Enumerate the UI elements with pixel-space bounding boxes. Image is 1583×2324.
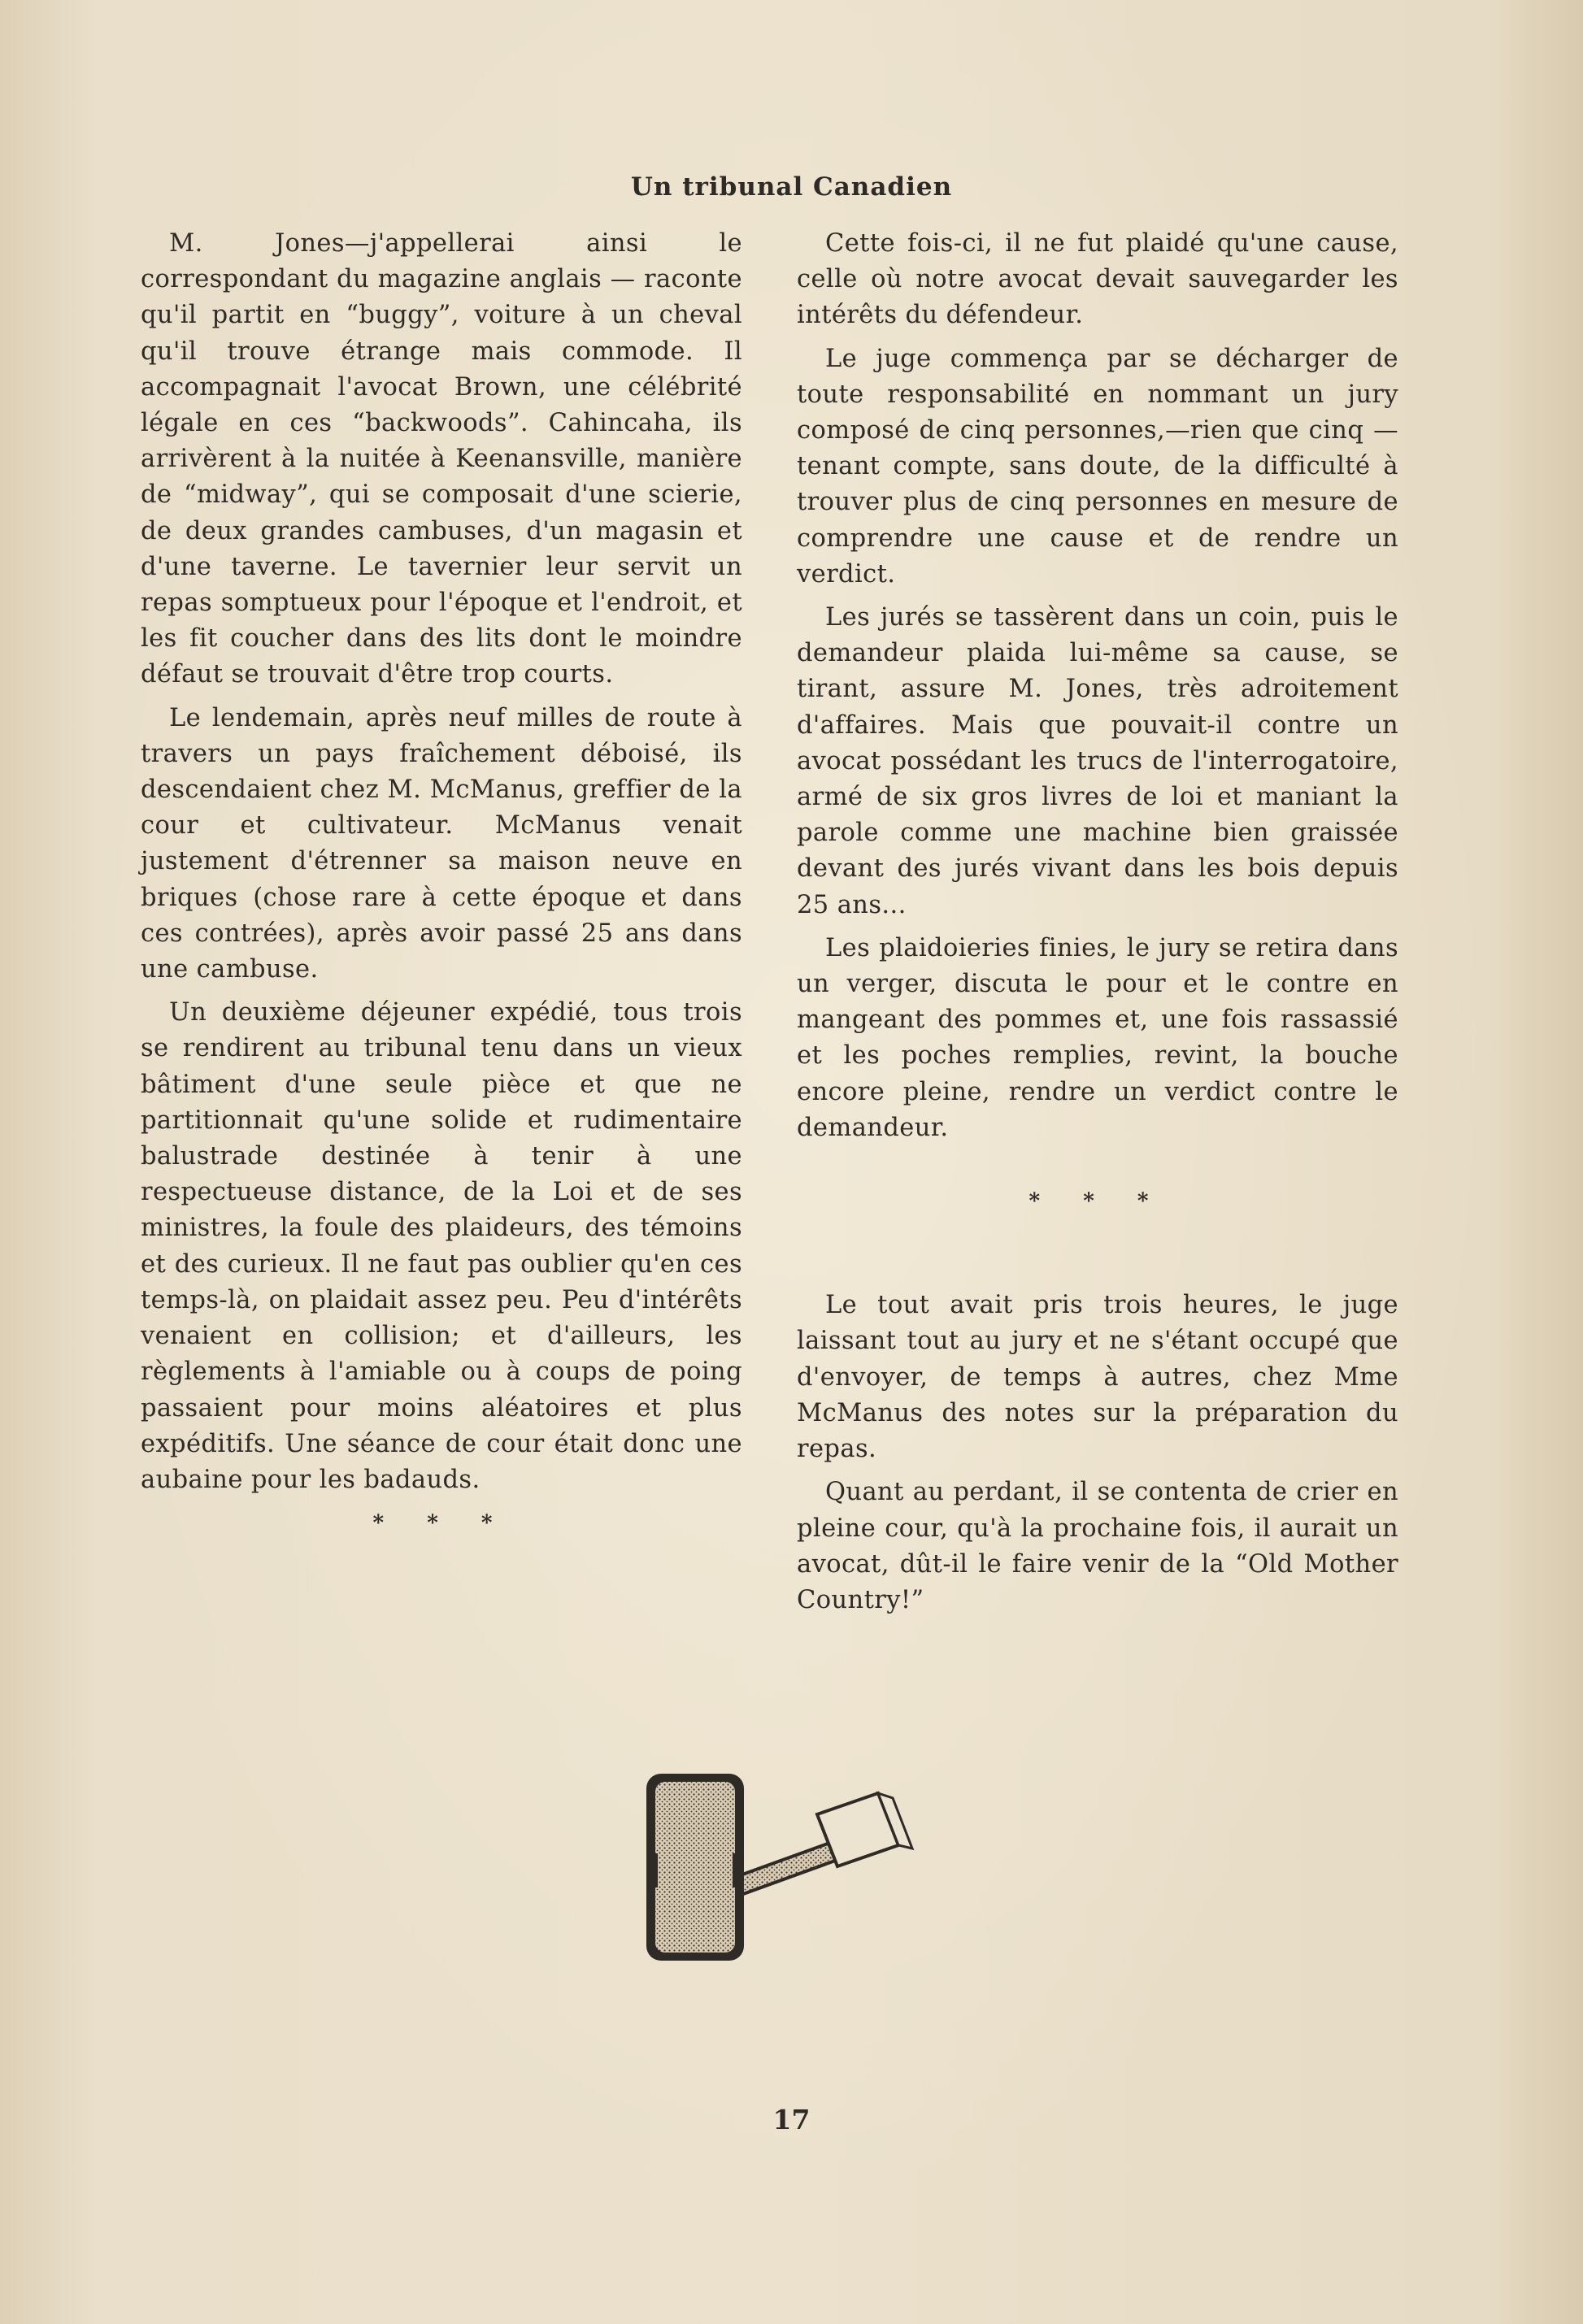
section-separator: * * * xyxy=(372,1511,511,1536)
paragraph: Quant au perdant, il se contenta de crier en pleine cour, qu'à la prochaine fois, il aurait un avocat, dût-il le faire venir de la “Old Mother Country!” xyxy=(797,1478,1398,1614)
paragraph: Le juge commença par se décharger de toute responsabilité en nommant un jury composé de cinq personnes,—rien que cinq —tenant compte, sans doute, de la difficulté à trouver plus de cinq personnes en mesure de comprendre une cause et de rendre un verdict. xyxy=(797,344,1398,589)
right-column xyxy=(797,226,1398,1626)
paragraph: M. Jones—j'appellerai ainsi le correspondant du magazine anglais — raconte qu'il partit en “buggy”, voiture à un cheval qu'il trouve étrange mais commode. Il accompagnait l'avocat Brown, une célébrité légale en ces “backwoods”. Cahincaha, ils arrivèrent à la nuitée à Keenansville, manière de “midway”, qui se composait d'une scierie, de deux grandes cambuses, d'un magasin et d'une taverne. Le tavernier leur servit un repas somptueux pour l'époque et l'endroit, et les fit coucher dans des lits dont le moindre défaut se trouvait d'être trop courts. xyxy=(141,229,742,689)
gavel-icon xyxy=(610,1764,951,1975)
paragraph: Le tout avait pris trois heures, le juge laissant tout au jury et ne s'étant occupé que d'envoyer, de temps à autres, chez Mme McManus des notes sur la préparation du repas. xyxy=(797,1291,1398,1464)
paragraph: Les jurés se tassèrent dans un coin, puis le demandeur plaida lui-même sa cause, se tirant, assure M. Jones, très adroitement d'affaires. Mais que pouvait-il contre un avocat possédant les trucs de l'interrogatoire, armé de six gros livres de loi et maniant la parole comme une machine bien graissée devant des jurés vivant dans les bois depuis 25 ans... xyxy=(797,603,1398,919)
paragraph: Le lendemain, après neuf milles de route à travers un pays fraîchement déboisé, ils descendaient chez M. McManus, greffier de la cour et cultivateur. McManus venait justement d'étrenner sa maison neuve en briques (chose rare à cette époque et dans ces contrées), après avoir passé 25 ans dans une cambuse. xyxy=(141,703,742,984)
paragraph: Cette fois-ci, il ne fut plaidé qu'une cause, celle où notre avocat devait sauvegarder les intérêts du défendeur. xyxy=(797,229,1398,330)
paragraph: Les plaidoieries finies, le jury se retira dans un verger, discuta le pour et le contre en mangeant des pommes et, une fois rassassié et les poches remplies, revint, la bouche encore pleine, rendre un verdict contre le demandeur. xyxy=(797,933,1398,1142)
section-separator: * * * xyxy=(1029,1189,1167,1214)
page-title: Un tribunal Canadien xyxy=(630,172,953,202)
left-column xyxy=(141,226,742,1541)
paragraph: Un deuxième déjeuner expédié, tous trois se rendirent au tribunal tenu dans un vieux bâtiment d'une seule pièce et que ne partitionnait qu'une solide et rudimentaire balustrade destinée à tenir à une respectueuse distance, de la Loi et de ses ministres, la foule des plaideurs, des témoins et des curieux. Il ne faut pas oublier qu'en ces temps-là, on plaidait assez peu. Peu d'intérêts venaient en collision; et d'ailleurs, les règlements à l'amiable ou à coups de poing passaient pour moins aléatoires et plus expéditifs. Une séance de cour était donc une aubaine pour les badauds. xyxy=(141,998,742,1494)
page-number: 17 xyxy=(772,2104,811,2135)
